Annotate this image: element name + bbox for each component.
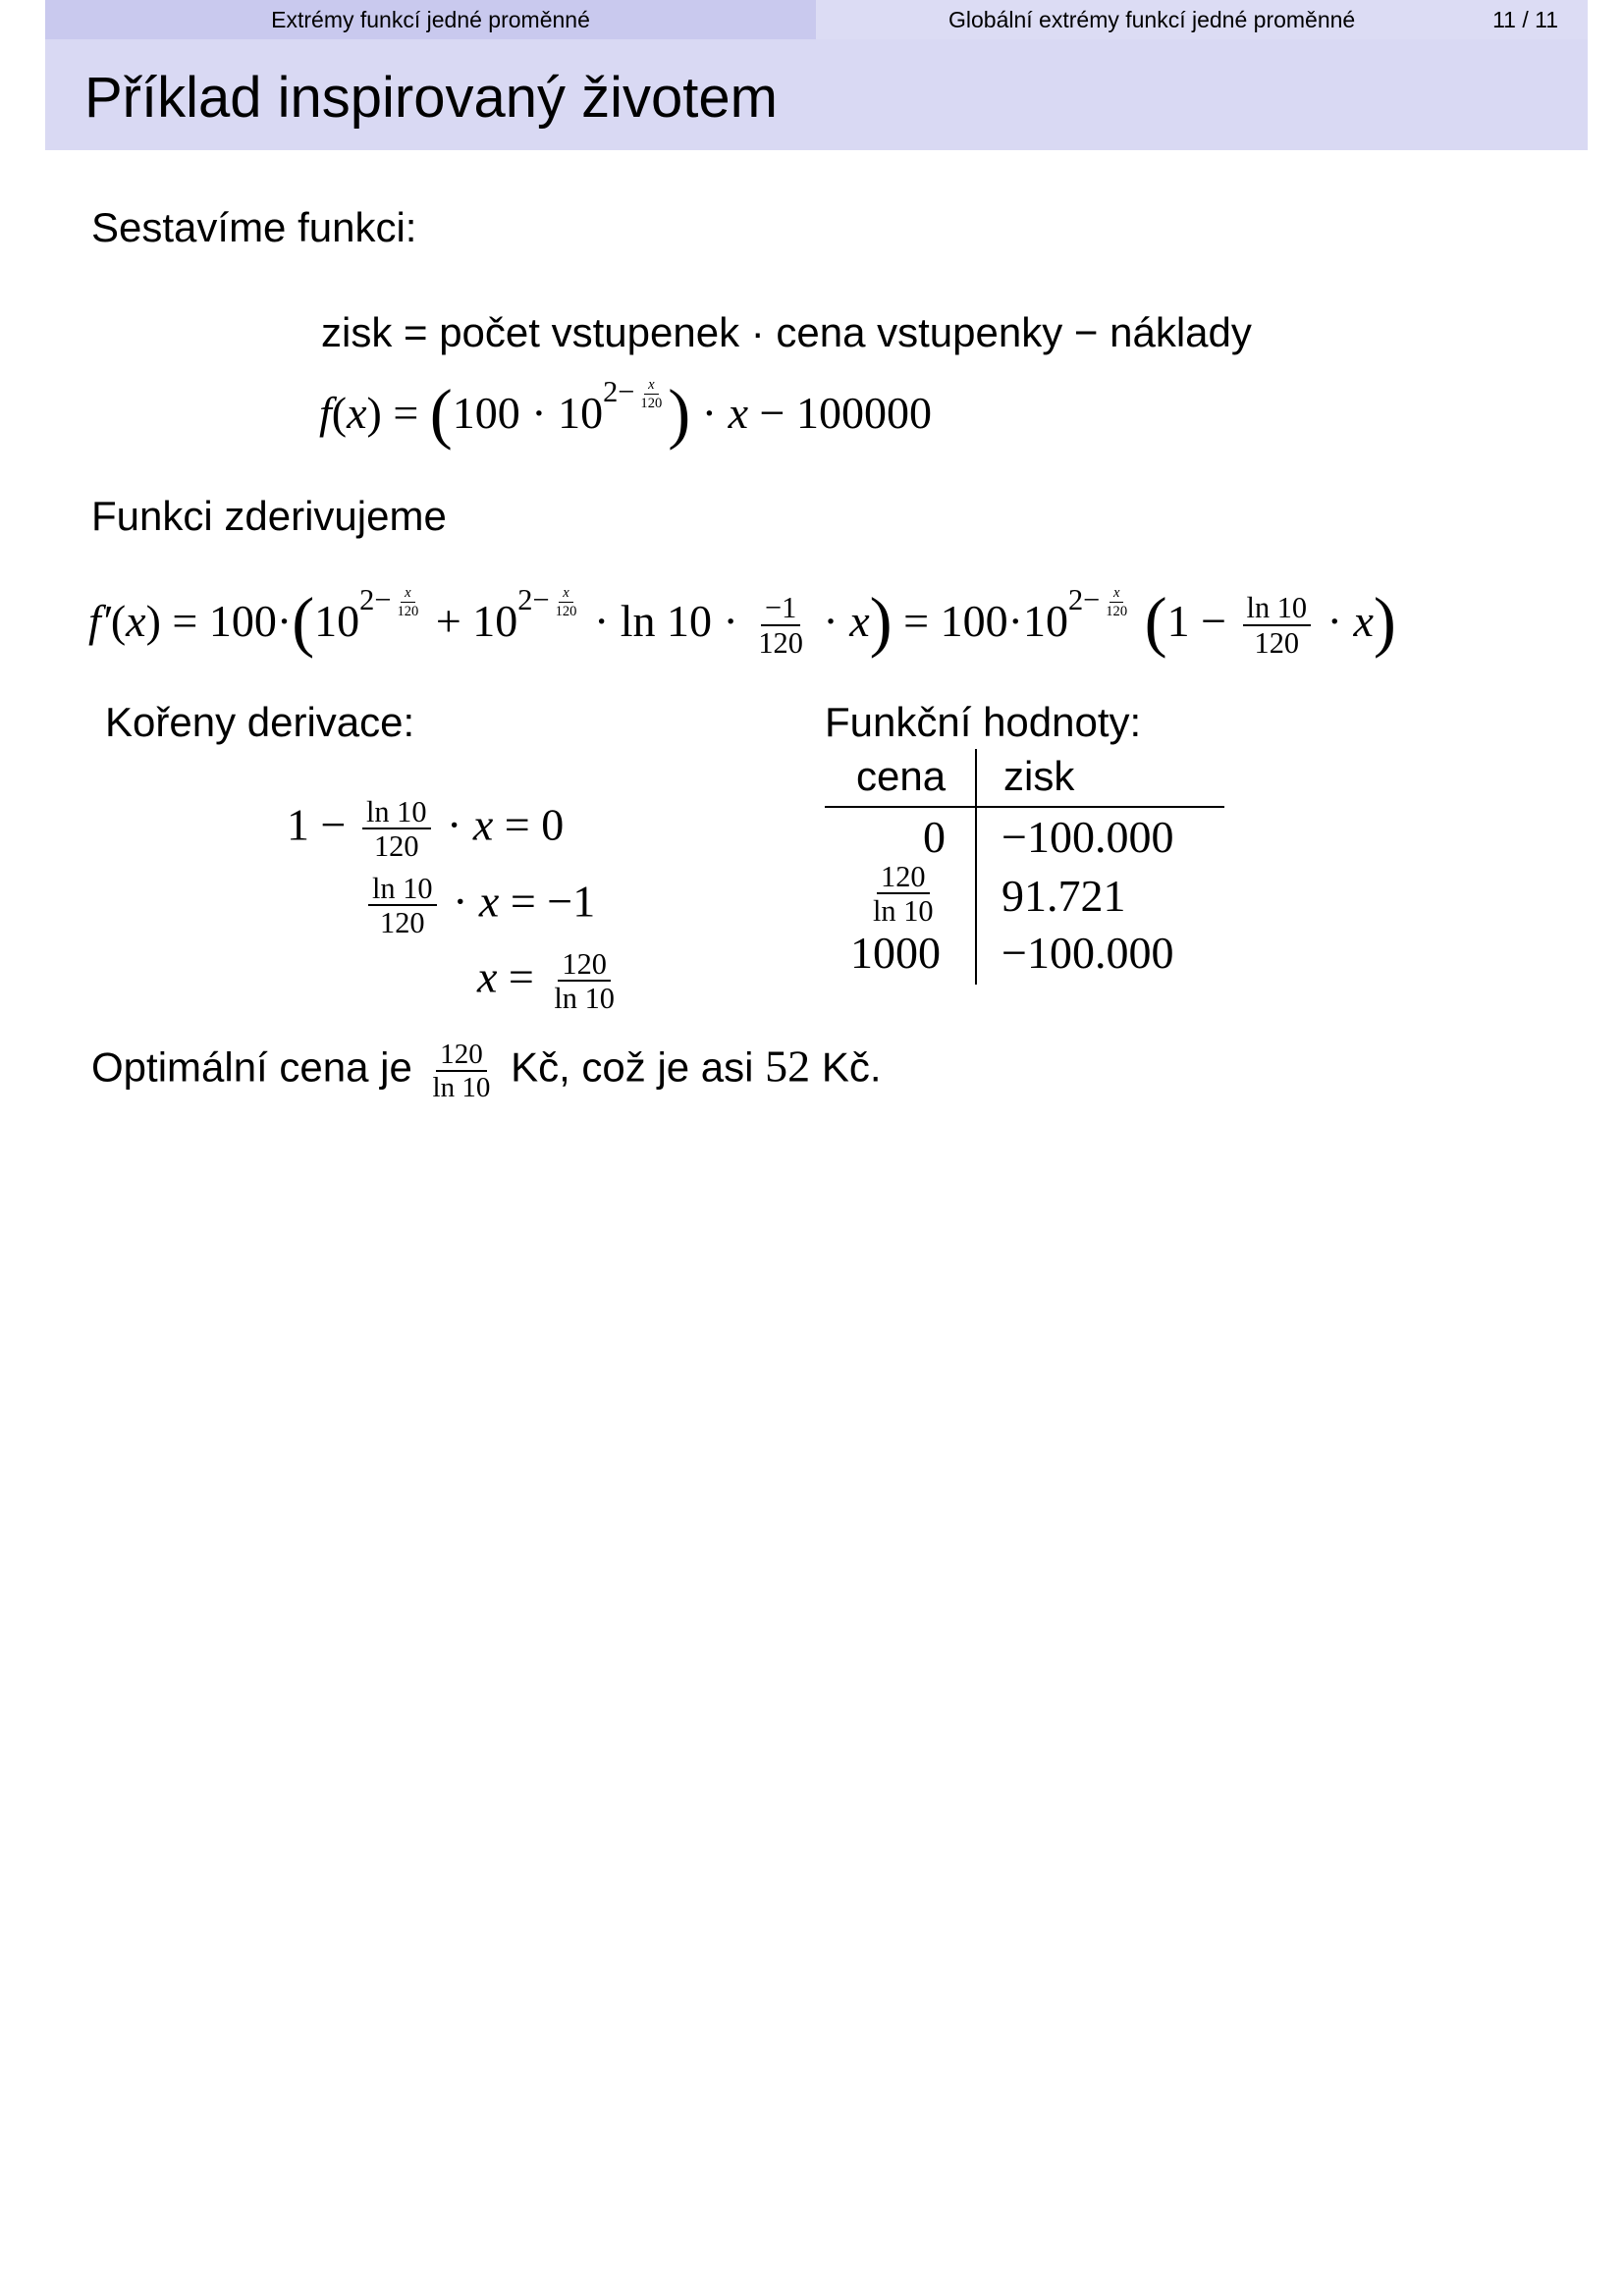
conclusion-before: Optimální cena je: [91, 1043, 412, 1091]
function-equation: $f(x) = (100 \cdot 10^{2- \frac{x}{120}}$ ) · x − 100000: [319, 374, 932, 452]
math-10: 10: [558, 387, 604, 438]
math-100: 100: [452, 387, 520, 438]
exponent-fraction: $\frac{x}{120}$: [1106, 585, 1128, 619]
table-cell-cena-0: 0: [923, 812, 946, 862]
exponent: 2− x 120: [1068, 583, 1133, 616]
table-header-rule: [825, 806, 1224, 808]
exponent-fraction: $\frac{x}{120}$: [397, 585, 419, 619]
zisk-equation: zisk = počet vstupenek · cena vstupenky − náklady: [321, 309, 1252, 355]
math-ln10: ln 10: [620, 595, 713, 646]
table-header-zisk: zisk: [1003, 753, 1075, 799]
math-100000: 100000: [795, 387, 932, 438]
slide-title: Příklad inspirovaný životem: [84, 66, 778, 130]
table-cell-zisk-0: −100.000: [1001, 812, 1174, 862]
table-column-rule: [975, 749, 977, 985]
exponent-fraction: $\frac{x}{120}$: [555, 585, 577, 619]
conclusion-after: Kč, což je asi: [511, 1043, 754, 1091]
exponent-fraction: [636, 378, 666, 410]
math-fprime: f′: [88, 595, 111, 646]
derive-text: Funkci zderivujeme: [91, 493, 447, 539]
table-header-cena: cena: [856, 753, 947, 799]
table-cell-cena-2: 1000: [850, 928, 941, 978]
conclusion-unit: Kč.: [821, 1043, 882, 1091]
math-2: 2: [603, 374, 619, 408]
fraction-ln10-120: $\frac{\ln 10}{120}$: [362, 797, 431, 862]
math-x: x: [728, 387, 748, 438]
table-cell-zisk-1: 91.721: [1001, 871, 1126, 921]
math-f: f: [319, 387, 332, 438]
header-right: [816, 0, 1588, 39]
values-label: Funkční hodnoty:: [825, 699, 1142, 745]
root-equation-2: $\frac{\ln 10}{120}$ · x = −1: [363, 874, 595, 938]
page-number: 11 / 11: [1492, 7, 1558, 32]
fraction-ln10-120: $\frac{\ln 10}{120}$: [1243, 593, 1312, 658]
fraction-120-ln10: $\frac{120}{\ln 10}$: [432, 1039, 491, 1104]
fraction-120-ln10: $\frac{120}{\ln 10}$: [554, 947, 615, 1016]
exponent: 2− x 120: [603, 375, 668, 408]
fraction-ln10-120: $\frac{\ln 10}{120}$: [368, 874, 437, 938]
intro-text: Sestavíme funkci:: [91, 204, 417, 250]
table-cell-zisk-2: −100.000: [1001, 928, 1174, 978]
frac-num: x: [644, 378, 658, 395]
roots-label: Kořeny derivace:: [105, 699, 415, 745]
header-left-title[interactable]: Extrémy funkcí jedné proměnné: [45, 0, 816, 39]
frac-den: 120: [640, 395, 663, 411]
conclusion: [91, 1041, 882, 1102]
table-cell-cena-1: [864, 862, 943, 927]
conclusion-value: 52: [765, 1041, 811, 1092]
fraction-neg1-120: $\frac{-1}{120}$: [758, 591, 803, 660]
root-equation-1: 1 − $\frac{\ln 10}{120}$ · x = 0: [287, 795, 565, 864]
root-equation-3: x = $\frac{120}{\ln 10}$: [477, 949, 623, 1014]
header-section-title[interactable]: Globální extrémy funkcí jedné proměnné: [948, 7, 1356, 32]
fraction-120-ln10: $\frac{120}{\ln 10}$: [873, 860, 934, 929]
title-bar: [45, 39, 1588, 150]
derivative-equation: $f'(x) = 100\cdot(10^{2- \frac{x}{120}}$ + $10^{2- \frac{x}{120}}$ · ln 10 · $\frac{-1}{120}$ · $x) = 100\cdot 10^{2- \frac{x}{120}}$ (1 − $\frac{\ln 10}{120}$ · x): [88, 582, 1396, 660]
exponent: 2− x 120: [517, 583, 582, 616]
math-x: x: [347, 387, 367, 438]
exponent: 2− x 120: [359, 583, 424, 616]
